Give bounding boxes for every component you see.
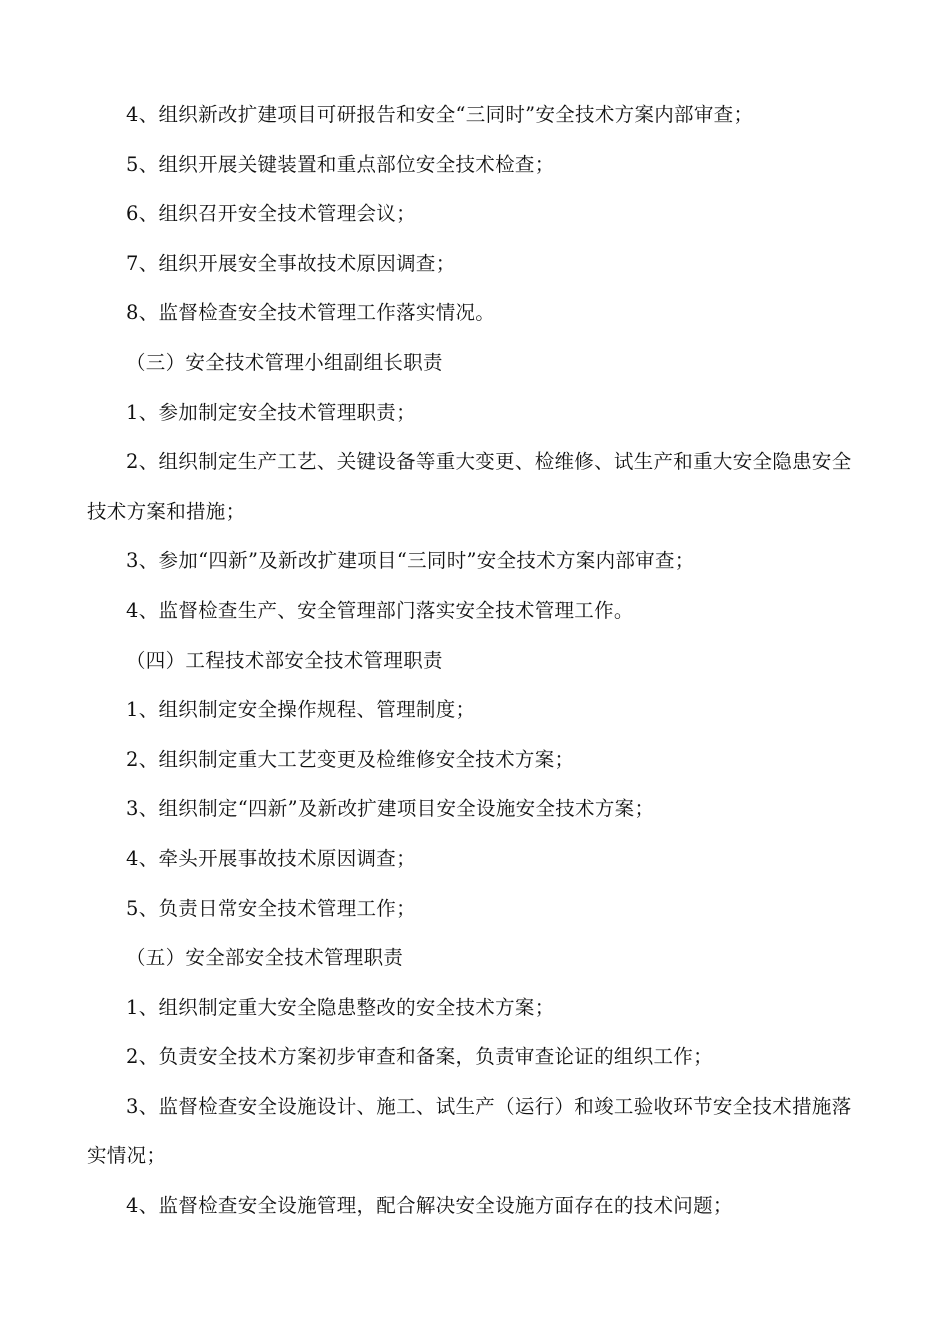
paragraph-item-2: 2、组织制定生产工艺、关键设备等重大变更、检维修、试生产和重大安全隐患安全技术方案和措施；: [87, 450, 852, 523]
paragraph-item-1: 1、参加制定安全技术管理职责；: [126, 400, 416, 424]
paragraph-item-3: 3、监督检查安全设施设计、施工、试生产（运行）和竣工验收环节安全技术措施落实情况；: [87, 1094, 852, 1168]
paragraph-item-6-meeting: 6、组织召开安全技术管理会议；: [126, 202, 416, 226]
section-heading-4: （四）工程技术部安全技术管理职责: [126, 648, 443, 672]
paragraph-item-5-inspection: 5、组织开展关键装置和重点部位安全技术检查；: [126, 152, 555, 176]
paragraph-item-7-investigation: 7、组织开展安全事故技术原因调查；: [126, 251, 456, 275]
paragraph-item-2: 2、组织制定重大工艺变更及检维修安全技术方案；: [126, 747, 575, 771]
paragraph-item-3: 3、组织制定“四新”及新改扩建项目安全设施安全技术方案；: [126, 797, 655, 821]
document-body: [87, 90, 867, 1231]
paragraph-item-4: 4、监督检查安全设施管理，配合解决安全设施方面存在的技术问题；: [126, 1194, 733, 1218]
paragraph-item-4: 4、牵头开展事故技术原因调查；: [126, 846, 416, 870]
paragraph-item-4-review: 4、组织新改扩建项目可研报告和安全“三同时”安全技术方案内部审查；: [126, 103, 754, 126]
paragraph-item-3: 3、参加“四新”及新改扩建项目“三同时”安全技术方案内部审查；: [126, 549, 695, 573]
section-heading-5: （五）安全部安全技术管理职责: [126, 946, 404, 970]
paragraph-item-1: 1、组织制定安全操作规程、管理制度；: [126, 698, 476, 722]
paragraph-item-1: 1、组织制定重大安全隐患整改的安全技术方案；: [126, 995, 555, 1019]
paragraph-item-5: 5、负责日常安全技术管理工作；: [126, 896, 416, 920]
paragraph-item-4: 4、监督检查生产、安全管理部门落实安全技术管理工作。: [126, 598, 634, 622]
paragraph-item-2: 2、负责安全技术方案初步审查和备案，负责审查论证的组织工作；: [126, 1045, 713, 1069]
section-heading-3: （三）安全技术管理小组副组长职责: [126, 350, 443, 374]
paragraph-item-8-supervision: 8、监督检查安全技术管理工作落实情况。: [126, 301, 496, 325]
